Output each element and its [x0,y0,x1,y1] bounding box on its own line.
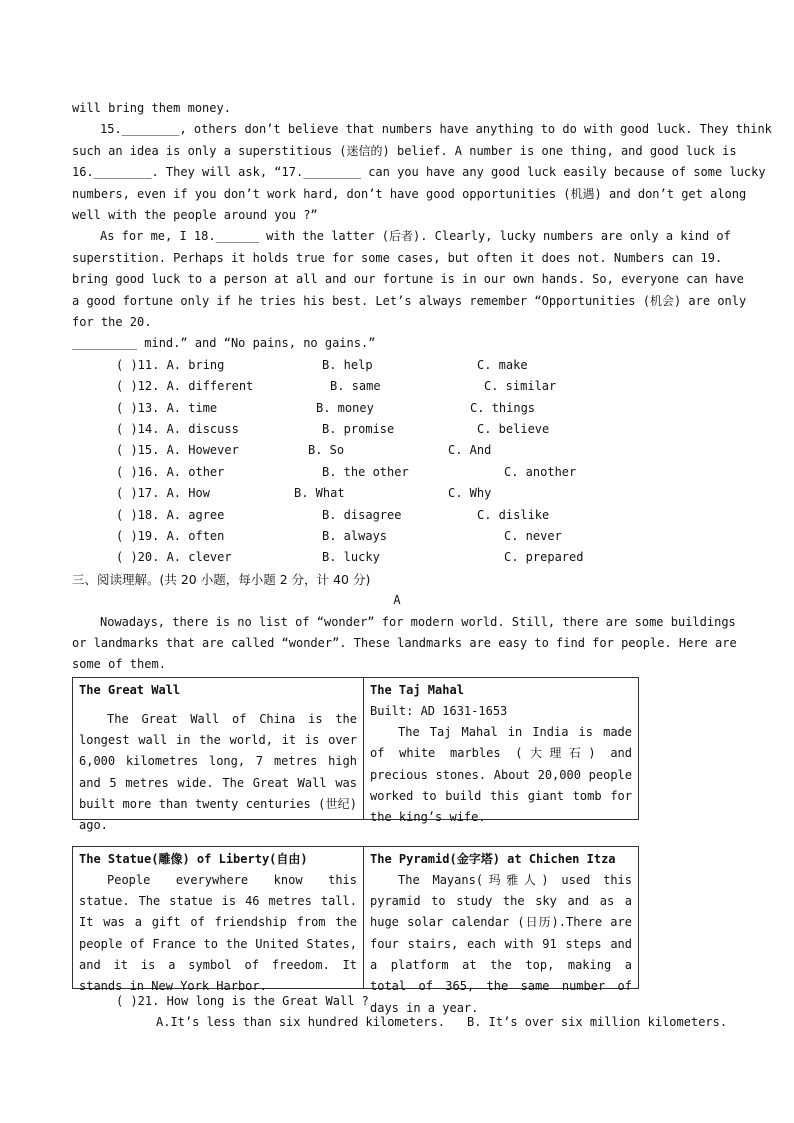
option-a: ( )18. A. agree [116,507,225,522]
text-line: such an idea is only a superstitious (迷信的) belief. A number is one thing, and good luck is [72,143,737,158]
option-a: ( )19. A. often [116,529,225,543]
section-title: 三、阅读理解。(共 20 小题，每小题 2 分，计 40 分) [72,571,371,587]
box-great-wall [73,677,364,833]
text-line: _________ mind.” and “No pains, no gains.” [72,336,376,351]
option-b: B. So [308,443,345,458]
option-c: C. make [477,357,528,372]
option-row [72,462,722,483]
option-a: ( )12. A. different [116,379,254,394]
option-b: B. help [322,357,373,372]
option-b: B. the other [322,464,409,479]
option-c: C. things [470,400,536,415]
text-line: As for me, I 18.______ with the latter (后者). Clearly, lucky numbers are only a kind of [100,229,731,244]
box-taj-mahal [364,677,639,825]
box-body: The Taj Mahal in India is made of white marbles (大理石) and precious stones. About 20,000 people worked to build this giant tomb for the king’s wife. [370,725,632,825]
option-row [72,419,722,440]
question-21: ( )21. How long is the Great Wall ? [116,993,369,1008]
option-row [72,398,722,419]
text-line: well with the people around you ?” [72,208,318,223]
box-built: Built: AD 1631-1653 [370,703,508,718]
option-c: C. And [448,443,492,458]
option-row [72,483,722,504]
text-line: or landmarks that are called “wonder”. These landmarks are easy to find for people. Here are [72,636,737,650]
text-line: a good fortune only if he tries his best. Let’s always remember “Opportunities (机会) are only [72,293,747,308]
box-body: The Great Wall of China is the longest wall in the world, it is over 6,000 kilometres long, 7 metres high and 5 metres wide. The Great Wall was built more than twenty centuries (世纪) ago. [79,711,357,833]
option-row [72,355,722,376]
option-c: C. dislike [477,507,550,522]
option-a: ( )14. A. discuss [116,422,239,437]
option-a: ( )11. A. bring [116,357,225,372]
option-row [72,547,722,568]
box-body: The Mayans(玛雅人) used this pyramid to study the sky and as a huge solar calendar (日历).There are four stairs, each with 91 steps and a platform at the top, making a total of 365, the same number of days in a year. [370,872,632,1015]
text-line: Nowadays, there is no list of “wonder” for modern world. Still, there are some buildings [100,614,736,629]
part-label: A [393,593,401,608]
option-b: B. What [294,486,345,501]
option-row [72,440,722,461]
option-row [72,505,722,526]
options-list [72,355,722,569]
option-b: B. always [322,529,388,543]
option-a: ( )15. A. However [116,443,239,458]
option-c: C. Why [448,486,492,501]
option-b: B. disagree [322,507,402,522]
wonders-table-1 [72,677,639,833]
box-body: People everywhere know this statue. The statue is 46 metres tall. It was a gift of friendship from the people of France to the United States, and it is a symbol of freedom. It stands in New York Harbor. [79,872,357,994]
option-b: B. money [316,400,374,415]
text-line: 15.________, others don’t believe that numbers have anything to do with good luck. They think [100,122,772,137]
option-a: ( )20. A. clever [116,550,232,565]
text-line: will bring them money. [72,101,231,115]
box-title: The Taj Mahal [370,682,464,697]
text-line: for the 20. [72,315,152,330]
option-a: ( )13. A. time [116,400,218,415]
option-row [72,376,722,397]
box-title: The Great Wall [79,682,181,697]
option-a: A.It’s less than six hundred kilometers. [156,1015,445,1030]
box-title: The Pyramid(金字塔) at Chichen Itza [370,851,616,866]
option-a: ( )17. A. How [116,486,210,501]
option-b: B. lucky [322,550,380,565]
option-c: C. never [504,529,562,543]
option-b: B. promise [322,422,395,437]
text-line: superstition. Perhaps it holds true for some cases, but often it does not. Numbers can 19. [72,250,723,265]
option-c: C. prepared [504,550,584,565]
option-c: C. similar [484,379,557,394]
text-line: 16.________. They will ask, “17.________ can you have any good luck easily because of some lucky [72,165,766,180]
box-title: The Statue(雕像) of Liberty(自由) [79,851,308,866]
reading-intro [72,612,737,676]
option-row [72,526,722,547]
option-b: B. It’s over six million kilometers. [467,1015,728,1030]
text-line: bring good luck to a person at all and our fortune is in our own hands. So, everyone can have [72,272,744,287]
question-21-options [72,1012,728,1033]
exam-page [72,98,772,1034]
option-c: C. believe [477,422,550,437]
option-b: B. same [330,379,381,394]
cloze-passage [72,98,772,355]
text-line: numbers, even if you don’t work hard, don’t have good opportunities (机遇) and don’t get along [72,186,747,201]
option-a: ( )16. A. other [116,464,225,479]
box-liberty [73,846,364,994]
option-c: C. another [504,464,577,479]
box-pyramid [364,846,639,1015]
text-line: some of them. [72,657,166,672]
